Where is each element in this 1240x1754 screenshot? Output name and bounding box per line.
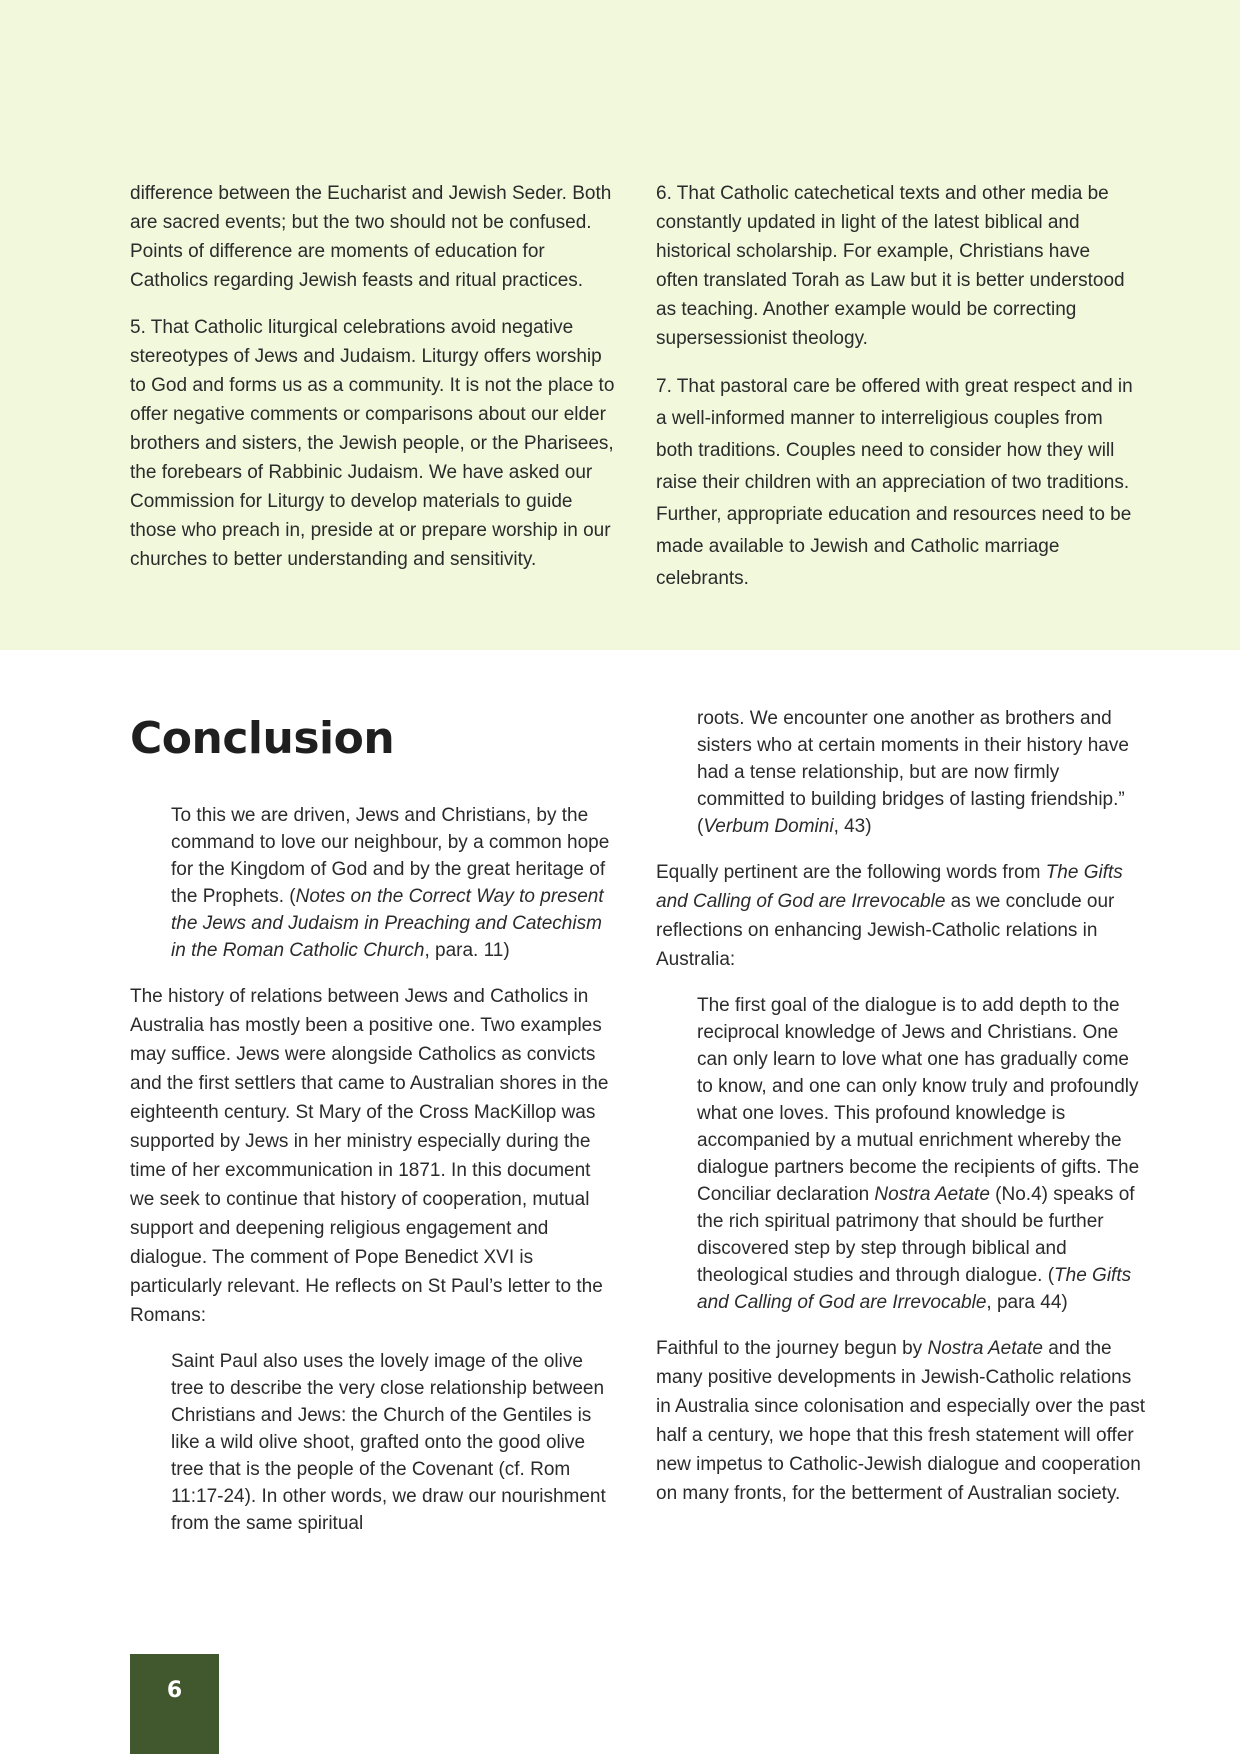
text-run: as we conclude our reflections on enhancing Jewish-Catholic relations in Australia: — [656, 891, 1115, 970]
paragraph-faithful — [656, 1334, 1146, 1508]
page-number-box — [130, 1654, 219, 1754]
block-quote-verbum-end — [697, 705, 1146, 840]
paragraph-item-5: 5. That Catholic liturgical celebrations avoid negative stereotypes of Jews and Judaism. Liturgy offers worship to God and forms us as a community. It is not the place to offer negative comments or comparisons about our elder brothers and sisters, the Jewish people, or the Pharisees, the forebears of Rabbinic Judaism. We have asked our Commission for Liturgy to develop materials to guide those who preach in, preside at or prepare worship in our churches to better understanding and sensitivity. — [130, 317, 615, 570]
paragraph-item-7: 7. That pastoral care be offered with great respect and in a well-informed manner to interreligious couples from both traditions. Couples need to consider how they will raise their children with an appreciation of two traditions. Further, appropriate education and resources need to be made available to Jewish and Catholic marriage celebrants. — [656, 376, 1133, 589]
block-quote-notes — [171, 802, 620, 964]
document-title: The Gifts and Calling of God are Irrevocable — [656, 862, 1123, 912]
quote-text: (No.4) speaks of the rich spiritual patrimony that should be further discovered step by step through biblical and theological studies and through dialogue. ( — [697, 1184, 1135, 1286]
conclusion-left-column — [130, 714, 620, 1537]
quote-text: The first goal of the dialogue is to add depth to the reciprocal knowledge of Jews and Christians. One can only learn to love what one has gradually come to know, and one can only know truly and profoundly what one loves. This profound knowledge is accompanied by a mutual enrichment whereby the dialogue partners become the recipients of gifts. The Conciliar declaration — [697, 995, 1140, 1205]
paragraph-seder: difference between the Eucharist and Jewish Seder. Both are sacred events; but the two should not be confused. Points of difference are moments of education for Catholics regarding Jewish feasts and ritual practices. — [130, 183, 612, 291]
document-title: Nostra Aetate — [874, 1184, 990, 1205]
text-run: Faithful to the journey begun by — [656, 1338, 928, 1359]
block-quote-gifts — [697, 992, 1146, 1316]
citation-title: The Gifts and Calling of God are Irrevocable — [697, 1265, 1132, 1313]
document-title: Nostra Aetate — [927, 1338, 1043, 1359]
paragraph-gifts — [656, 858, 1146, 974]
band-right-column — [656, 179, 1136, 595]
text-run: Equally pertinent are the following words from — [656, 862, 1046, 883]
section-heading: Conclusion — [130, 713, 395, 764]
citation-tail: , para 44) — [986, 1292, 1068, 1313]
citation-tail: , 43) — [833, 816, 872, 837]
citation-title: Verbum Domini — [703, 816, 834, 837]
block-quote-verbum-start: Saint Paul also uses the lovely image of the olive tree to describe the very close relationship between Christians and Jews: the Church of the Gentiles is like a wild olive shoot, grafted onto the good olive tree that is the people of the Covenant (cf. Rom 11:17-24). In other words, we draw our nourishment from the same spiritual — [171, 1351, 606, 1534]
text-run: and the many positive developments in Jewish-Catholic relations in Australia since colonisation and especially over the past half a century, we hope that this fresh statement will offer new impetus to Catholic-Jewish dialogue and cooperation on many fronts, for the betterment of Australian society. — [656, 1338, 1146, 1504]
band-left-column — [130, 179, 620, 574]
quote-text: To this we are driven, Jews and Christians, by the command to love our neighbour, by a common hope for the Kingdom of God and by the great heritage of the Prophets. ( — [171, 805, 610, 907]
paragraph-history: The history of relations between Jews and Catholics in Australia has mostly been a positive one. Two examples may suffice. Jews were alongside Catholics as convicts and the first settlers that came to Australian shores in the eighteenth century. St Mary of the Cross MacKillop was supported by Jews in her ministry especially during the time of her excommunication in 1871. In this document we seek to continue that history of cooperation, mutual support and deepening religious engagement and dialogue. The comment of Pope Benedict XVI is particularly relevant. He reflects on St Paul’s letter to the Romans: — [130, 986, 609, 1326]
paragraph-item-6: 6. That Catholic catechetical texts and other media be constantly updated in light of the latest biblical and historical scholarship. For example, Christians have often translated Torah as Law but it is better understood as teaching. Another example would be correcting supersessionist theology. — [656, 183, 1125, 349]
page-number: 6 — [166, 1678, 183, 1703]
citation-title: Notes on the Correct Way to present the Jews and Judaism in Preaching and Catechism in the Roman Catholic Church — [171, 886, 604, 961]
quote-text: roots. We encounter one another as brothers and sisters who at certain moments in their history have had a tense relationship, but are now firmly committed to building bridges of lasting friendship.” ( — [697, 708, 1129, 837]
citation-tail: , para. 11) — [424, 940, 510, 961]
conclusion-right-column — [656, 705, 1146, 1508]
